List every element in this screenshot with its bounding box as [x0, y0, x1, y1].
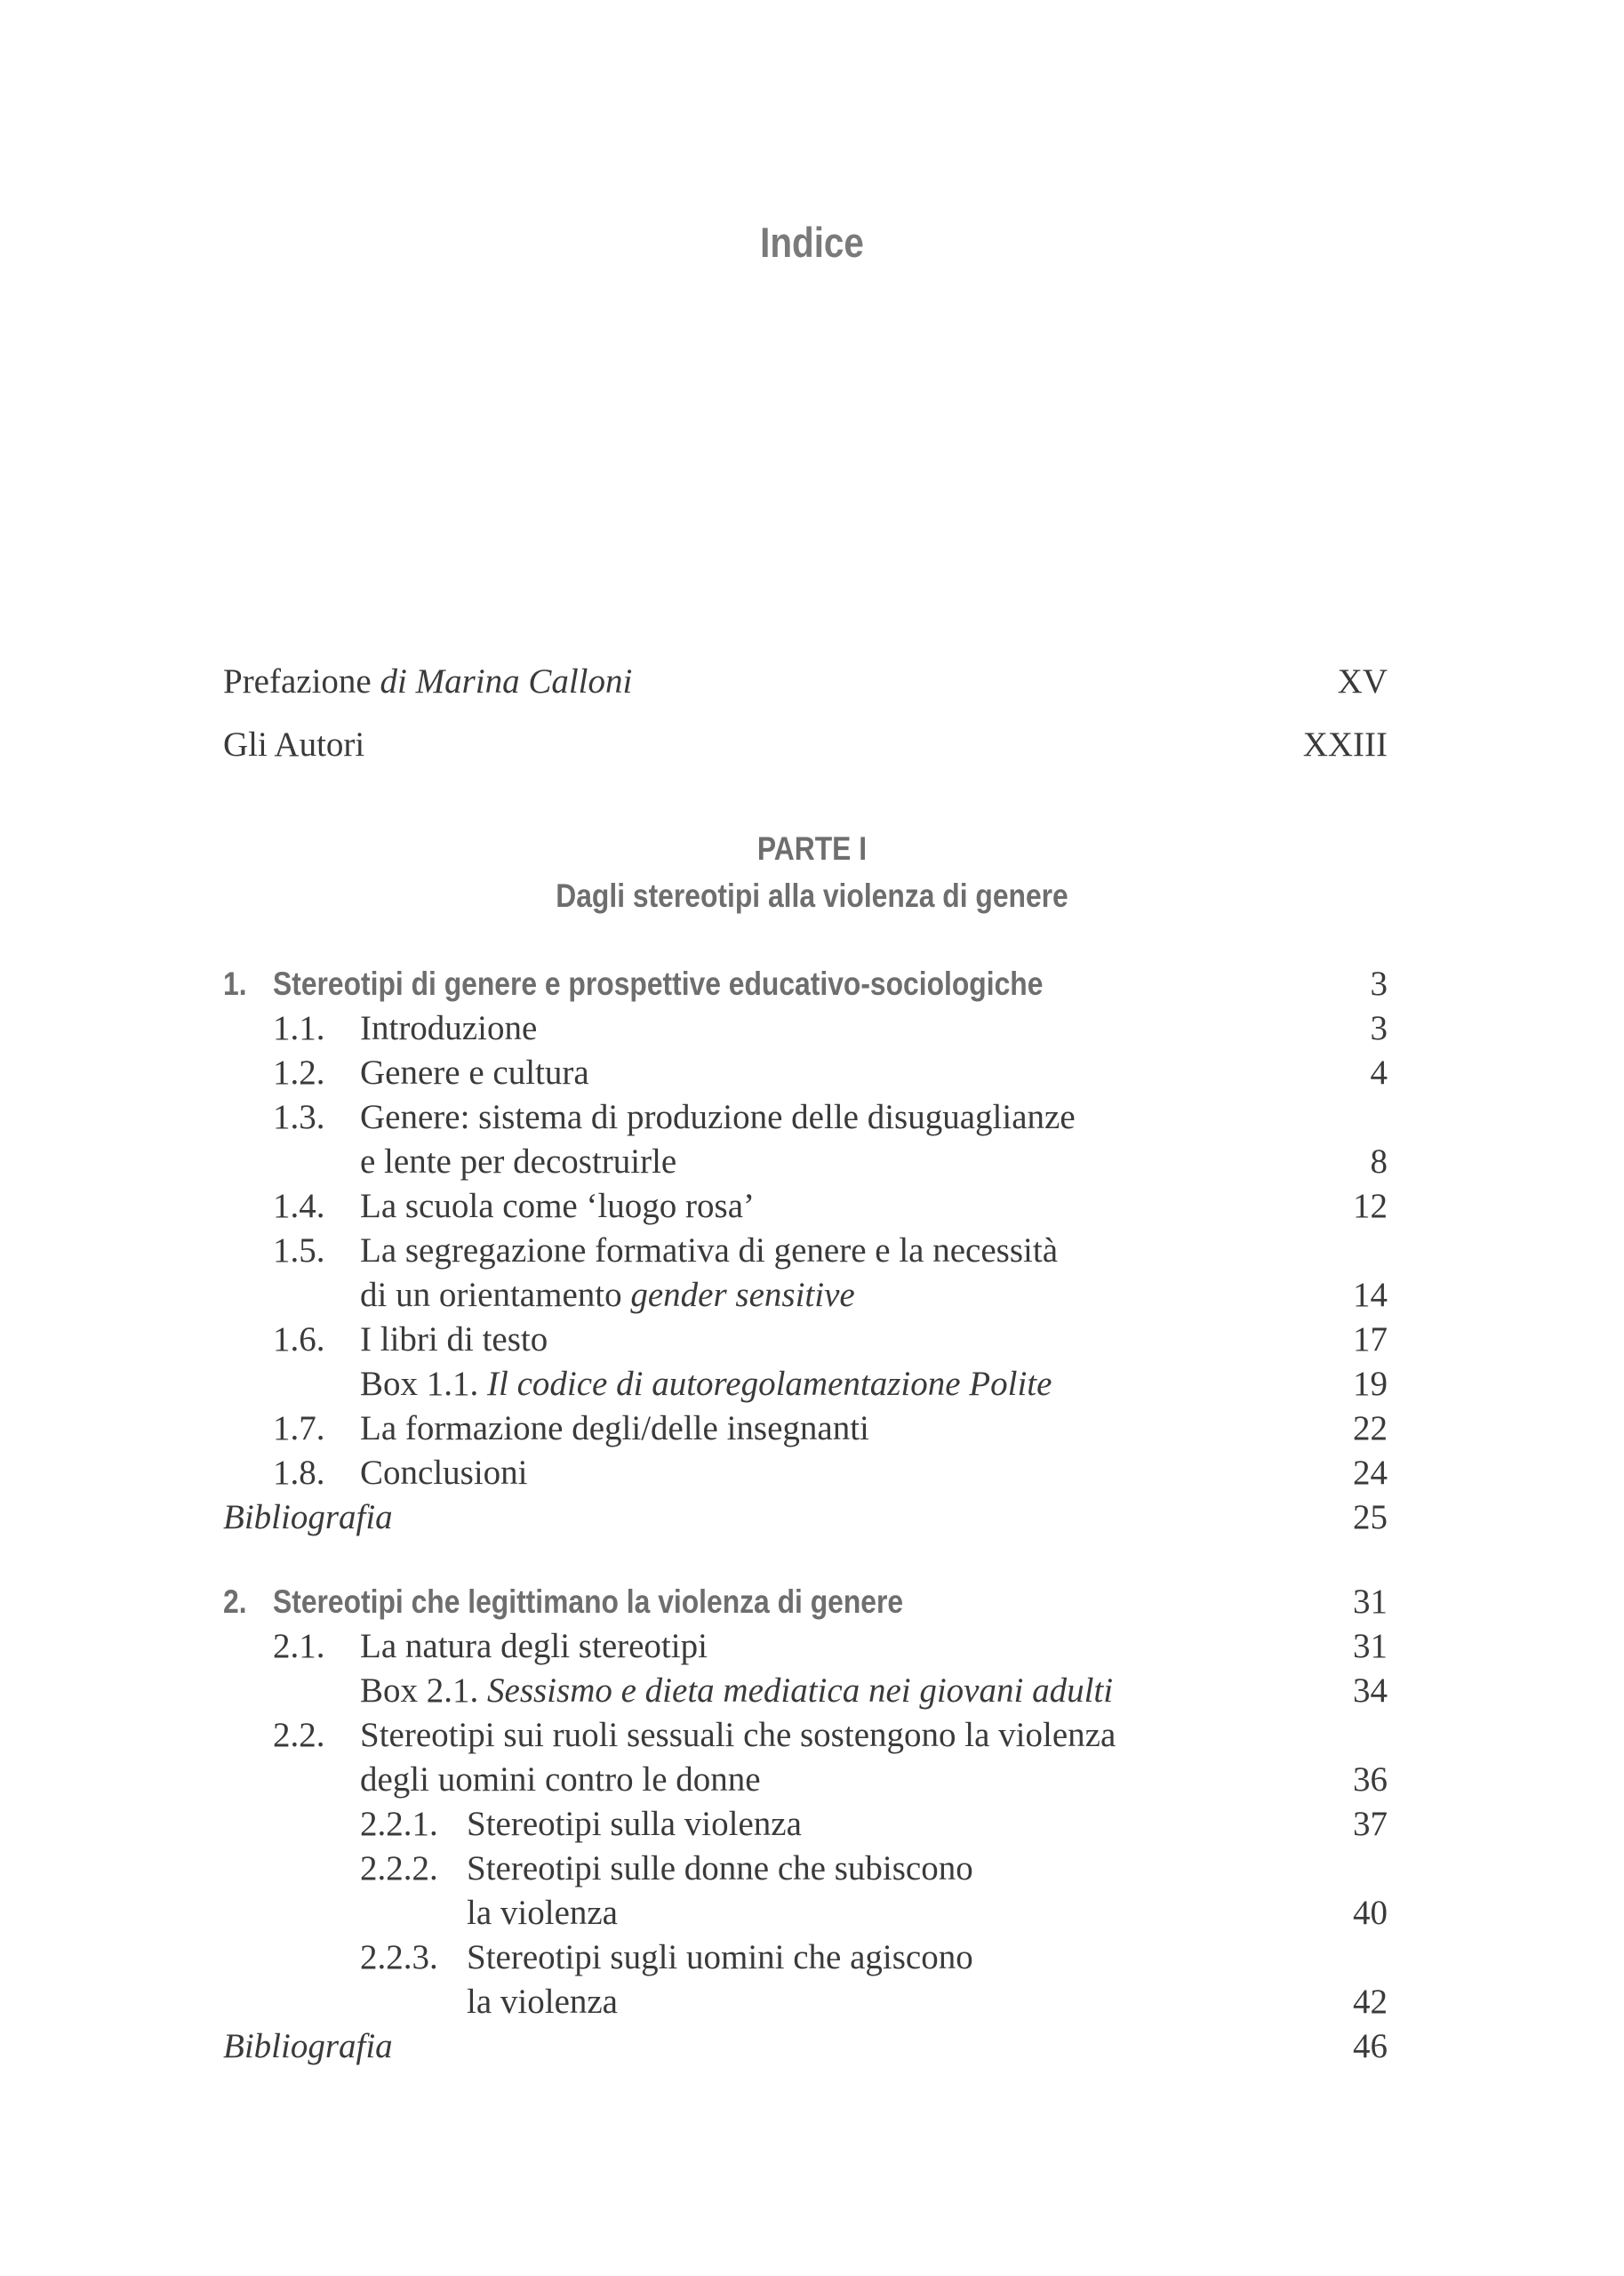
- section-number: 1.8.: [273, 1454, 325, 1492]
- page-number: 42: [1353, 1983, 1388, 2021]
- page-title: Indice: [760, 219, 864, 266]
- page-number: 40: [1353, 1894, 1388, 1932]
- bibliografia-entry: [223, 1495, 1388, 1540]
- section-number: 2.1.: [273, 1627, 325, 1665]
- toc-entry: [223, 1140, 1388, 1184]
- section-number: 1.6.: [273, 1320, 325, 1358]
- page-number: 17: [1353, 1320, 1388, 1358]
- bibliografia-label: Bibliografia: [223, 2027, 393, 2065]
- page-number: 3: [1370, 965, 1388, 1003]
- page-number: 8: [1370, 1142, 1388, 1181]
- toc-entry: [223, 1184, 1388, 1229]
- entry-text: Prefazione: [223, 662, 380, 701]
- entry-text: Box 1.1.: [360, 1365, 488, 1403]
- toc-entry: [223, 1935, 1388, 1980]
- section-number: 1.1.: [273, 1009, 325, 1047]
- toc-entry: [223, 1051, 1388, 1095]
- toc-entry: [223, 1006, 1388, 1051]
- entry-text: di un orientamento: [360, 1276, 631, 1314]
- page-number: XV: [1337, 662, 1388, 701]
- toc-entry: [223, 1758, 1388, 1802]
- entry-text: Box 2.1.: [360, 1671, 488, 1710]
- page-number: 24: [1353, 1454, 1388, 1492]
- toc-entry: [223, 1802, 1388, 1847]
- toc-entry: [223, 1980, 1388, 2024]
- section-number: 1.2.: [273, 1054, 325, 1092]
- entry-text: I libri di testo: [360, 1320, 548, 1358]
- page-number: 4: [1370, 1054, 1388, 1092]
- chapter-2-heading: [223, 1580, 1388, 1624]
- entry-text: Introduzione: [360, 1009, 538, 1047]
- bibliografia-entry: [223, 2024, 1388, 2069]
- entry-text: Stereotipi sui ruoli sessuali che sostengono la violenza: [360, 1716, 1116, 1754]
- chapter-title: Stereotipi di genere e prospettive educativo-sociologiche: [273, 966, 1044, 1002]
- entry-italic: gender sensitive: [630, 1276, 855, 1314]
- chapter-number: 2.: [223, 1583, 247, 1620]
- page-number: 34: [1353, 1671, 1388, 1710]
- toc-entry-box: [223, 1362, 1388, 1406]
- page-number: 46: [1353, 2027, 1388, 2065]
- page-number: 25: [1353, 1498, 1388, 1536]
- section-number: 2.2.2.: [360, 1849, 438, 1887]
- page-number: 19: [1353, 1365, 1388, 1403]
- page-number: 36: [1353, 1760, 1388, 1799]
- toc-entry: [223, 1229, 1388, 1273]
- toc-entry: [223, 1273, 1388, 1318]
- toc-entry: [223, 1624, 1388, 1669]
- entry-text: La scuola come ‘luogo rosa’: [360, 1187, 756, 1225]
- section-number: 2.2.1.: [360, 1805, 438, 1843]
- page-number: 31: [1353, 1583, 1388, 1621]
- entry-text: la violenza: [467, 1983, 618, 2021]
- toc-entry: [223, 1318, 1388, 1362]
- section-number: 1.4.: [273, 1187, 325, 1225]
- toc-entry: [223, 1847, 1388, 1891]
- page-number: 22: [1353, 1409, 1388, 1447]
- entry-italic: di Marina Calloni: [380, 662, 633, 701]
- page-number: 37: [1353, 1805, 1388, 1843]
- entry-text: Gli Autori: [223, 725, 365, 764]
- entry-text: Genere e cultura: [360, 1054, 589, 1092]
- entry-italic: Sessismo e dieta mediatica nei giovani adulti: [487, 1671, 1114, 1710]
- entry-text: degli uomini contro le donne: [360, 1760, 761, 1799]
- section-number: 1.3.: [273, 1098, 325, 1136]
- page-number: 3: [1370, 1009, 1388, 1047]
- section-number: 2.2.: [273, 1716, 325, 1754]
- section-number: 1.5.: [273, 1231, 325, 1270]
- entry-text: La segregazione formativa di genere e la necessità: [360, 1231, 1059, 1270]
- entry-text: Stereotipi sugli uomini che agiscono: [467, 1938, 973, 1976]
- part-label: PARTE I: [756, 830, 868, 867]
- section-number: 2.2.3.: [360, 1938, 438, 1976]
- chapter-title: Stereotipi che legittimano la violenza di genere: [273, 1583, 904, 1620]
- chapter-1-heading: [223, 962, 1388, 1006]
- toc-entry: [223, 1095, 1388, 1140]
- toc-entry: [223, 1406, 1388, 1451]
- page-number: 31: [1353, 1627, 1388, 1665]
- toc-entry: [223, 1451, 1388, 1495]
- entry-text: Genere: sistema di produzione delle disuguaglianze: [360, 1098, 1076, 1136]
- entry-text: Stereotipi sulla violenza: [467, 1805, 802, 1843]
- entry-text: Conclusioni: [360, 1454, 528, 1492]
- entry-text: La natura degli stereotipi: [360, 1627, 708, 1665]
- section-number: 1.7.: [273, 1409, 325, 1447]
- chapter-number: 1.: [223, 966, 247, 1002]
- entry-text: Stereotipi sulle donne che subiscono: [467, 1849, 973, 1887]
- entry-text: e lente per decostruirle: [360, 1142, 677, 1181]
- toc-entry: [223, 1891, 1388, 1935]
- page-number: 12: [1353, 1187, 1388, 1225]
- bibliografia-label: Bibliografia: [223, 1498, 393, 1536]
- entry-text: la violenza: [467, 1894, 618, 1932]
- part-title: Dagli stereotipi alla violenza di genere: [556, 878, 1068, 914]
- entry-text: La formazione degli/delle insegnanti: [360, 1409, 869, 1447]
- page-number: XXIII: [1302, 725, 1388, 764]
- page-number: 14: [1353, 1276, 1388, 1314]
- toc-entry-autori: [223, 723, 1388, 767]
- entry-italic: Il codice di autoregolamentazione Polite: [487, 1365, 1052, 1403]
- toc-entry-prefazione: [223, 660, 1388, 704]
- toc-entry: [223, 1713, 1388, 1758]
- toc-entry-box: [223, 1669, 1388, 1713]
